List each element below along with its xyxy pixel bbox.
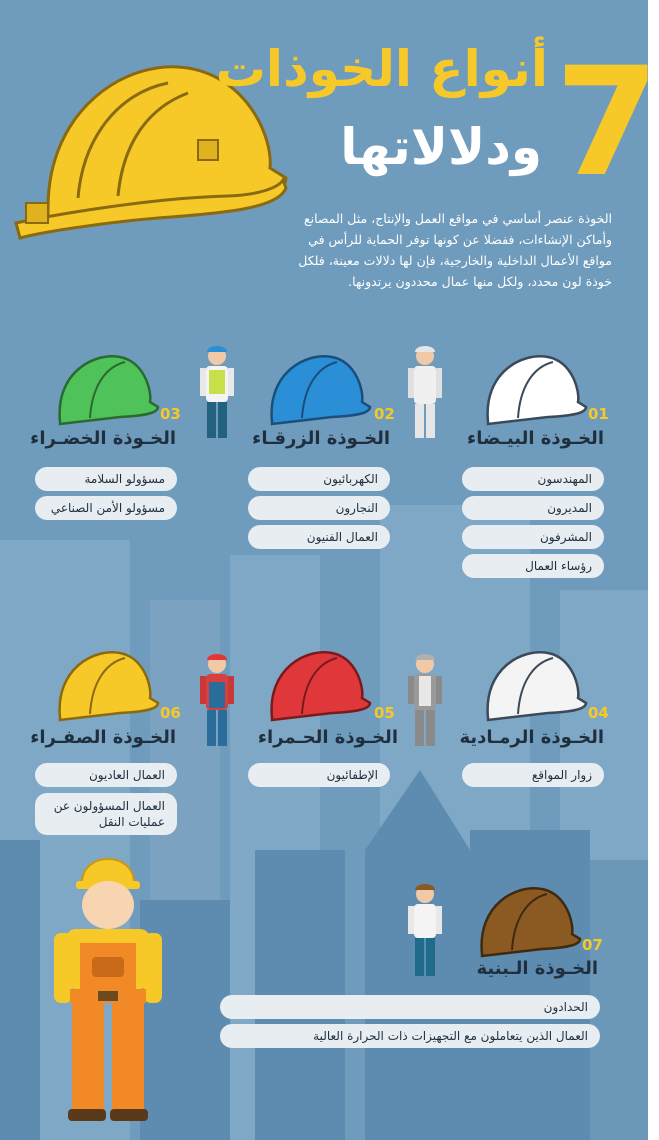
list-item: مسؤولو الأمن الصناعي <box>35 496 177 520</box>
list-item: العمال الفنيون <box>248 525 390 549</box>
worker-figure-brown-icon <box>405 880 445 980</box>
helmet-title-brown: الخـوذة الـبنية <box>476 958 598 979</box>
brown-helmet-icon <box>472 884 582 959</box>
helmet-number-03: 03 <box>160 405 181 423</box>
list-item: الحدادون <box>220 995 600 1019</box>
list-item: المشرفون <box>462 525 604 549</box>
list-item: المديرون <box>462 496 604 520</box>
grey-helmet-icon <box>478 648 588 723</box>
red-helmet-icon <box>262 648 372 723</box>
helmet-title-yellow: الخـوذة الصفـراء <box>30 727 176 748</box>
title-number: 7 <box>555 36 659 210</box>
list-item: العمال العاديون <box>35 763 177 787</box>
helmet-title-grey: الخـوذة الرمـادية <box>459 727 604 748</box>
worker-figure-white-icon <box>405 342 445 442</box>
page-subtitle: ودلالاتها <box>340 118 542 176</box>
construction-worker-illustration <box>48 843 168 1123</box>
green-helmet-icon <box>50 352 160 427</box>
helmet-title-green: الخـوذة الخضـراء <box>30 428 176 449</box>
list-item: النجارون <box>248 496 390 520</box>
list-item: رؤساء العمال <box>462 554 604 578</box>
intro-paragraph: الخوذة عنصر أساسي في مواقع العمل والإنتاج، مثل المصانع وأماكن الإنشاءات، ففضلا عن كونها توفر الحماية للرأس في مواقع الأعمال الداخلية والخارجية، فإن لها دلالات معينة، فلكل خوذة لون محدد، ولكل منها عمال محددون يرتدونها. <box>298 211 612 289</box>
helmet-title-red: الخـوذة الحـمراء <box>257 727 398 748</box>
helmet-number-02: 02 <box>374 405 395 423</box>
worker-figure-grey-icon <box>405 650 445 750</box>
helmet-number-01: 01 <box>588 405 609 423</box>
helmet-number-06: 06 <box>160 704 181 722</box>
list-item: الكهربائيون <box>248 467 390 491</box>
worker-figure-blue-icon <box>197 342 237 442</box>
yellow-helmet-icon <box>50 648 160 723</box>
list-item: العمال الذين يتعاملون مع التجهيزات ذات الحرارة العالية <box>220 1024 600 1048</box>
helmet-title-blue: الخـوذة الزرقـاء <box>252 428 390 449</box>
list-item: مسؤولو السلامة <box>35 467 177 491</box>
worker-figure-red-icon <box>197 650 237 750</box>
white-helmet-icon <box>478 352 588 427</box>
helmet-number-04: 04 <box>588 704 609 722</box>
list-item: الإطفائيون <box>248 763 390 787</box>
helmet-number-07: 07 <box>582 936 603 954</box>
list-item: العمال المسؤولون عن عمليات النقل <box>35 793 177 835</box>
list-item: زوار المواقع <box>462 763 604 787</box>
helmet-title-white: الخـوذة البيـضاء <box>467 428 604 449</box>
list-item: المهندسون <box>462 467 604 491</box>
page-title: أنواع الخوذات <box>215 40 548 98</box>
blue-helmet-icon <box>262 352 372 427</box>
helmet-number-05: 05 <box>374 704 395 722</box>
